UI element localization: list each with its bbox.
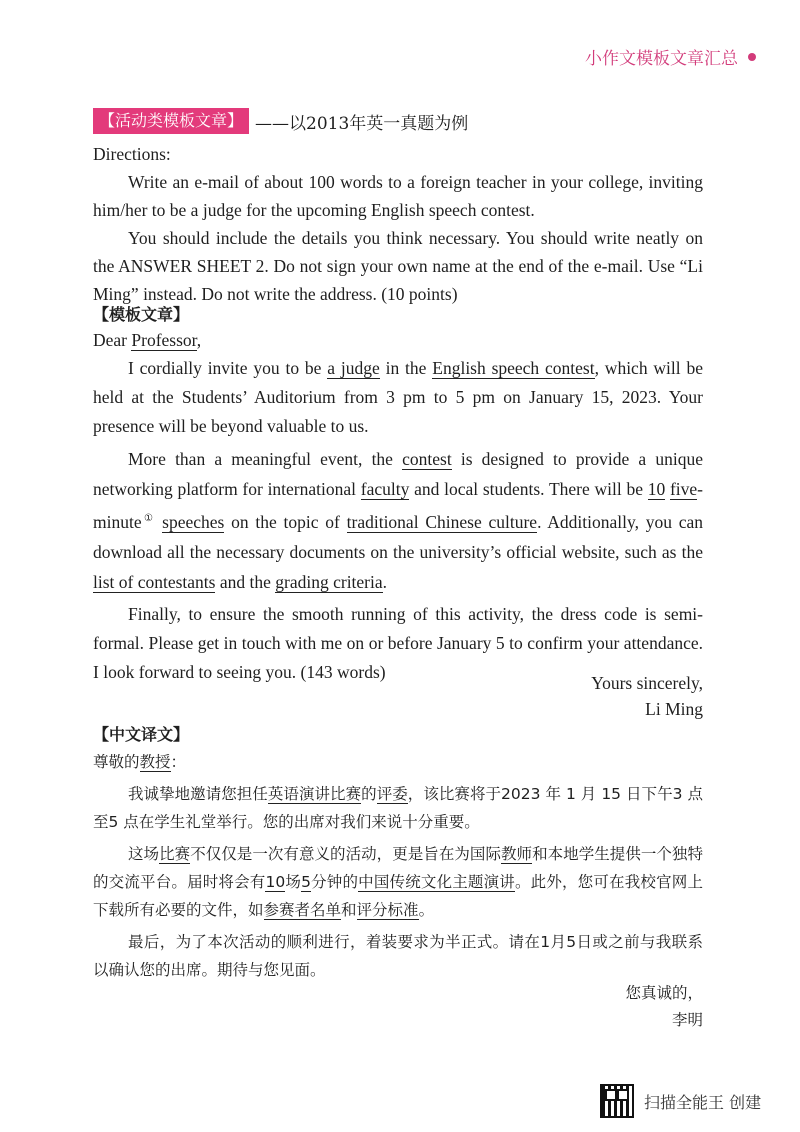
- directions-block: [93, 140, 703, 308]
- template-letter: [93, 326, 703, 687]
- header-title: 小作文模板文章汇总: [585, 49, 738, 69]
- qr-code-icon: [600, 1084, 634, 1118]
- section-title: [93, 108, 468, 134]
- letter-greeting: Dear Professor,: [93, 330, 202, 350]
- directions-paragraph-2: You should include the details you think necessary. You should write neatly on the ANSWER SHEET 2. Do not sign your own name at the end of the e-mail. Use “Li Ming” instead. Do not write the address. (10 points): [93, 228, 703, 304]
- letter-closing: Yours sincerely,: [591, 673, 703, 693]
- translation-name: 李明: [671, 1011, 703, 1029]
- template-heading: 【模板文章】: [93, 305, 190, 324]
- title-tag: 【活动类模板文章】: [93, 108, 249, 134]
- watermark-text: 扫描全能王 创建: [644, 1092, 762, 1112]
- translation-paragraph-3: 最后，为了本次活动的顺利进行，着装要求为半正式。请在1月5日或之前与我联系以确认您的出席。期待与您见面。: [93, 933, 703, 979]
- page-header: [585, 44, 756, 69]
- translation-letter: [93, 748, 703, 984]
- translation-paragraph-2: 这场比赛不仅仅是一次有意义的活动，更是旨在为国际教师和本地学生提供一个独特的交流平台。届时将会有10场5分钟的中国传统文化主题演讲。此外，您可在我校官网上下载所有必要的文件，如参赛者名单和评分标准。: [93, 845, 703, 919]
- letter-paragraph-2: More than a meaningful event, the contest is designed to provide a unique networking platform for international faculty and local students. There will be 10 five-minute① speeches on the topic of traditional Chinese culture. Additionally, you can download all the necessary documents on the university’s official website, such as the list of contestants and the grading criteria.: [93, 449, 704, 592]
- scanner-watermark: [600, 1084, 761, 1118]
- translation-closing: 您真诚的，: [625, 984, 703, 1002]
- translation-signature: [625, 980, 703, 1034]
- letter-signature: [591, 670, 703, 722]
- title-subtitle: ——以2013年英一真题为例: [255, 113, 469, 134]
- directions-paragraph-1: Write an e-mail of about 100 words to a foreign teacher in your college, inviting him/her to be a judge for the upcoming English speech contest.: [93, 172, 703, 220]
- translation-paragraph-1: 我诚挚地邀请您担任英语演讲比赛的评委，该比赛将于2023 年 1 月 15 日下午3 点至5 点在学生礼堂举行。您的出席对我们来说十分重要。: [93, 785, 703, 831]
- translation-heading: 【中文译文】: [93, 725, 190, 744]
- directions-label: Directions:: [93, 144, 171, 164]
- letter-paragraph-1: I cordially invite you to be a judge in the English speech contest, which will be held at the Students’ Auditorium from 3 pm to 5 pm on January 15, 2023. Your presence will be beyond valuable to us.: [93, 358, 703, 436]
- letter-name: Li Ming: [645, 699, 703, 719]
- bullet-dot-icon: [748, 53, 756, 61]
- letter-paragraph-3: Finally, to ensure the smooth running of this activity, the dress code is semi-formal. Please get in touch with me on or before January 5 to confirm your attendance. I look forward to seeing you. (143 words): [93, 603, 703, 682]
- translation-greeting: 尊敬的教授：: [93, 753, 187, 771]
